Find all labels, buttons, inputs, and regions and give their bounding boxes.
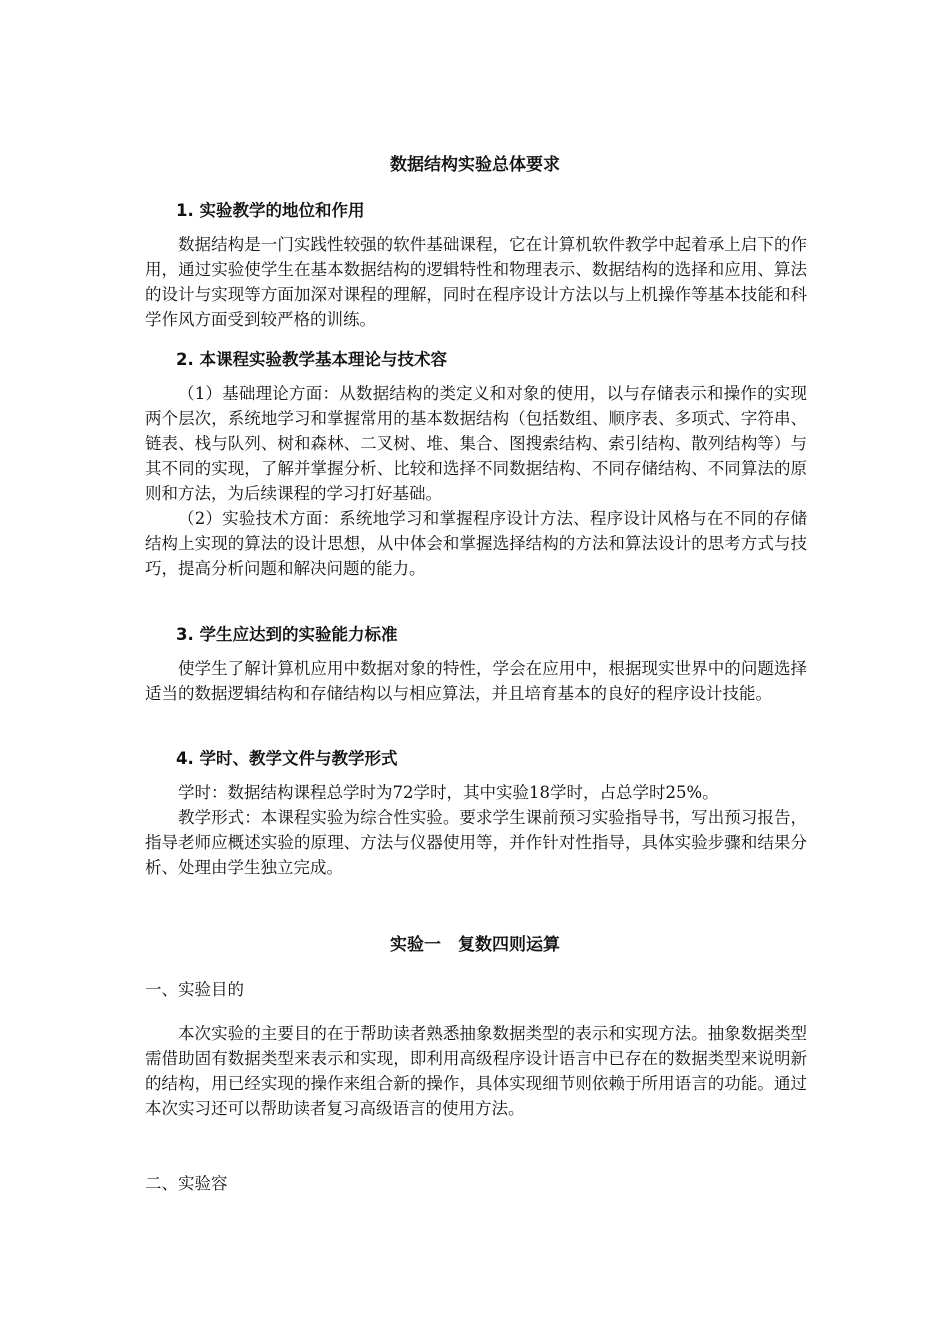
paragraph: （2）实验技术方面：系统地学习和掌握程序设计方法、程序设计风格与在不同的存储结构上实现的算法的设计思想，从中体会和掌握选择结构的方法和算法设计的思考方式与技巧，提高分析问题和解决问题的能力。	[145, 509, 807, 578]
paragraph: 学时：数据结构课程总学时为72学时，其中实验18学时，占总学时25%。	[178, 783, 719, 802]
experiment-purpose-body	[145, 1021, 807, 1121]
experiment-title: 实验一 复数四则运算	[390, 935, 560, 955]
section-heading-1: 1. 实验教学的地位和作用	[176, 201, 365, 220]
section-2-body	[145, 381, 807, 581]
section-heading-3: 3. 学生应达到的实验能力标准	[176, 625, 398, 644]
section-4-body	[145, 780, 807, 880]
paragraph: 本次实验的主要目的在于帮助读者熟悉抽象数据类型的表示和实现方法。抽象数据类型需借助固有数据类型来表示和实现，即利用高级程序设计语言中已存在的数据类型来说明新的结构，用已经实现的操作来组合新的操作，具体实现细节则依赖于所用语言的功能。通过本次实习还可以帮助读者复习高级语言的使用方法。	[145, 1024, 807, 1118]
section-1-body	[145, 232, 807, 332]
paragraph: 教学形式：本课程实验为综合性实验。要求学生课前预习实验指导书，写出预习报告，指导老师应概述实验的原理、方法与仪器使用等，并作针对性指导，具体实验步骤和结果分析、处理由学生独立完成。	[145, 808, 807, 877]
section-heading-2: 2. 本课程实验教学基本理论与技术容	[176, 350, 447, 369]
experiment-purpose-heading: 一、实验目的	[145, 980, 244, 999]
section-heading-4: 4. 学时、教学文件与教学形式	[176, 749, 398, 768]
document-title: 数据结构实验总体要求	[390, 155, 560, 175]
paragraph: 数据结构是一门实践性较强的软件基础课程，它在计算机软件教学中起着承上启下的作用，通过实验使学生在基本数据结构的逻辑特性和物理表示、数据结构的选择和应用、算法的设计与实现等方面加深对课程的理解，同时在程序设计方法以与上机操作等基本技能和科学作风方面受到较严格的训练。	[145, 235, 807, 329]
paragraph: 使学生了解计算机应用中数据对象的特性，学会在应用中，根据现实世界中的问题选择适当的数据逻辑结构和存储结构以与相应算法，并且培育基本的良好的程序设计技能。	[145, 659, 807, 703]
experiment-content-heading: 二、实验容	[145, 1174, 228, 1193]
section-3-body	[145, 656, 807, 706]
paragraph: （1）基础理论方面：从数据结构的类定义和对象的使用，以与存储表示和操作的实现两个层次，系统地学习和掌握常用的基本数据结构（包括数组、顺序表、多项式、字符串、链表、栈与队列、树和森林、二叉树、堆、集合、图搜索结构、索引结构、散列结构等）与其不同的实现，了解并掌握分析、比较和选择不同数据结构、不同存储结构、不同算法的原则和方法，为后续课程的学习打好基础。	[145, 384, 807, 503]
